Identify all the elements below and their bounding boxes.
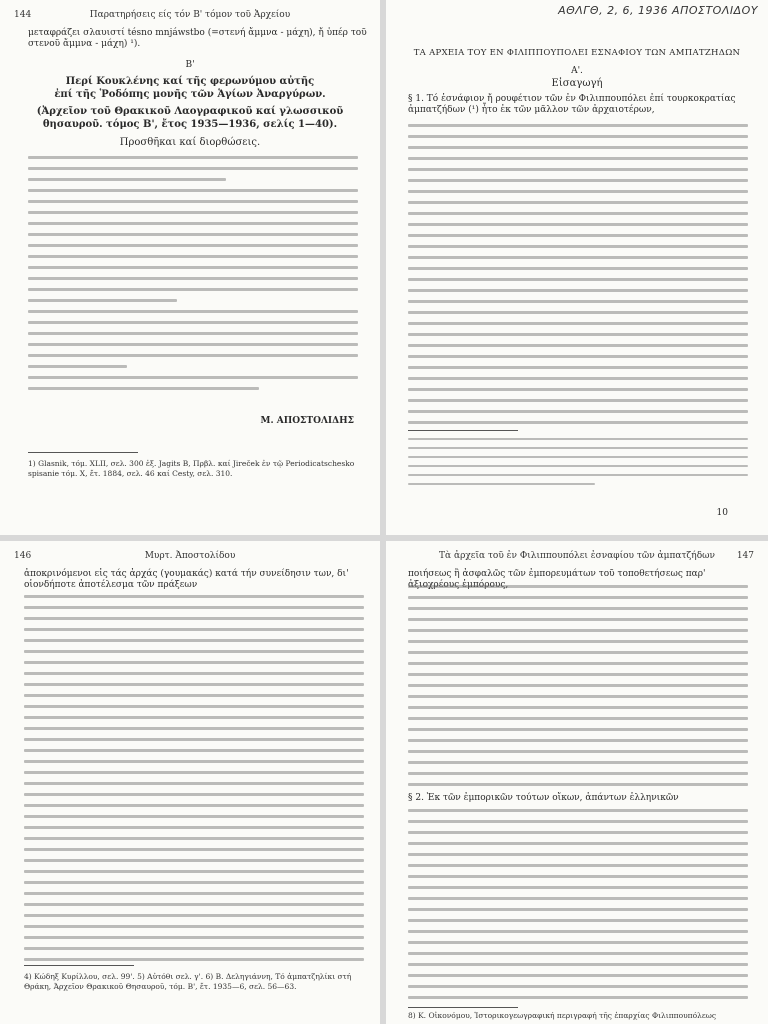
- subheading: Εἰσαγωγή: [551, 78, 603, 89]
- body-text: [24, 595, 364, 969]
- subheading: Προσθῆκαι καί διορθώσεις.: [119, 137, 261, 148]
- footnote-rule: [408, 1007, 518, 1008]
- section-mark: Β': [185, 60, 195, 70]
- running-head: Μυρτ. Ἀποστολίδου: [144, 551, 236, 561]
- footnote-rule: [408, 430, 518, 431]
- intro-line: μεταφράζει σλαυιστί tésno mnjáwstbo (=στενή ἄμμνα - μάχη), ἤ ὑπέρ τοῦ στενοῦ ἄμμνα - μάχη) ¹).: [28, 28, 367, 49]
- page-147: [386, 541, 768, 1024]
- body-text-2: [408, 809, 748, 1007]
- footnote-rule: [24, 965, 134, 966]
- body-text: [408, 124, 748, 432]
- footnote: 8) Κ. Οἰκονόμου, Ἱστορικογεωγραφική περιγραφή τῆς ἐπαρχίας Φιλιππουπόλεως: [408, 1011, 717, 1020]
- paragraph-2-start: § 2. Ἐκ τῶν ἐμπορικῶν τούτων οἴκων, ἁπάντων ἑλληνικῶν: [408, 793, 679, 803]
- body-text: [28, 156, 358, 398]
- article-title-line-2: ἐπί τῆς Ῥοδόπης μονῆς τῶν Ἁγίων Ἀναργύρων.: [54, 89, 326, 100]
- first-line: § 1. Τό ἐσνάφιον ἤ ρουφέτιον τῶν ἐν Φιλιππουπόλει ἐπί τουρκοκρατίας ἀμπατζήδων (¹) ἦτο ἐκ τῶν μᾶλλον τῶν ἀρχαιοτέρων,: [408, 94, 736, 115]
- running-head: Τὰ ἀρχεῖα τοῦ ἐν Φιλιππουπόλει ἐσναφίου τῶν ἀμπατζήδων: [439, 551, 715, 561]
- page-146: [0, 541, 380, 1024]
- article-title-line-1: Περί Κουκλένης καί τῆς φερωνύμου αὐτῆς: [65, 76, 315, 87]
- footnote: 1) Glasnik, τόμ. XLII, σελ. 300 ἑξ. Jagits B, Πρβλ. καί Jireček ἐν τῷ Periodicatschesko spisanie τόμ. X, ἔτ. 1884, σελ. 46 καί Cesty, σελ. 310.: [28, 459, 355, 478]
- section-mark: Α'.: [571, 66, 583, 76]
- footnote-page-number: 10: [716, 508, 728, 518]
- page-143: [386, 0, 768, 535]
- running-head: Παρατηρήσεις είς τόν Β' τόμον τοῦ Ἀρχείου: [89, 10, 291, 20]
- footnote-rule: [28, 452, 138, 453]
- footnotes: 4) Κώδηξ Κυρίλλου, σελ. 99'. 5) Αὐτόθι σελ. γ'. 6) Β. Δεληγιάννη, Τό ἀμπατζηλίκι στή Θράκη, Ἀρχεῖον Θρακικοῦ Θησαυροῦ, τόμ. Β', ἔτ. 1935—6, σελ. 56—63.: [24, 972, 352, 991]
- page-number: 147: [736, 551, 754, 561]
- page-number: 146: [14, 551, 32, 561]
- footnotes: [408, 438, 748, 492]
- signature: Μ. ΑΠΟΣΤΟΛΙΔΗΣ: [260, 416, 354, 426]
- page-number: 144: [14, 10, 32, 20]
- source-citation-line-1: (Ἀρχεῖον τοῦ Θρακικοῦ Λαογραφικοῦ καί γλωσσικοῦ: [36, 106, 344, 117]
- article-title: ΤΑ ΑΡΧΕΙΑ ΤΟΥ ΕΝ ΦΙΛΙΠΠΟΥΠΟΛΕΙ ΕΣΝΑΦΙΟΥ ΤΩΝ ΑΜΠΑΤΖΗΔΩΝ: [413, 48, 741, 58]
- first-line: ποιήσεως ἢ ἀσφαλῶς τῶν ἐμπορευμάτων τοῦ τοποθετήσεως παρ' ἀξιοχρέους ἐμπόρους,: [408, 569, 706, 590]
- body-text: [408, 585, 748, 794]
- first-line: ἀποκρινόμενοι εἰς τάς ἀρχάς (γουμακάς) κατά τήν συνείδησιν των, δι' οἱονδήποτε ἀποτέλεσμα τῶν πράξεων: [24, 569, 349, 590]
- source-citation-line-2: θησαυροῦ. τόμος Β', ἔτος 1935—1936, σελίς 1—40).: [42, 119, 338, 130]
- page-144: [0, 0, 380, 535]
- handwritten-stamp: ΑΘΛΓΘ, 2, 6, 1936 ΑΠΟΣΤΟΛΙΔΟΥ: [558, 4, 758, 17]
